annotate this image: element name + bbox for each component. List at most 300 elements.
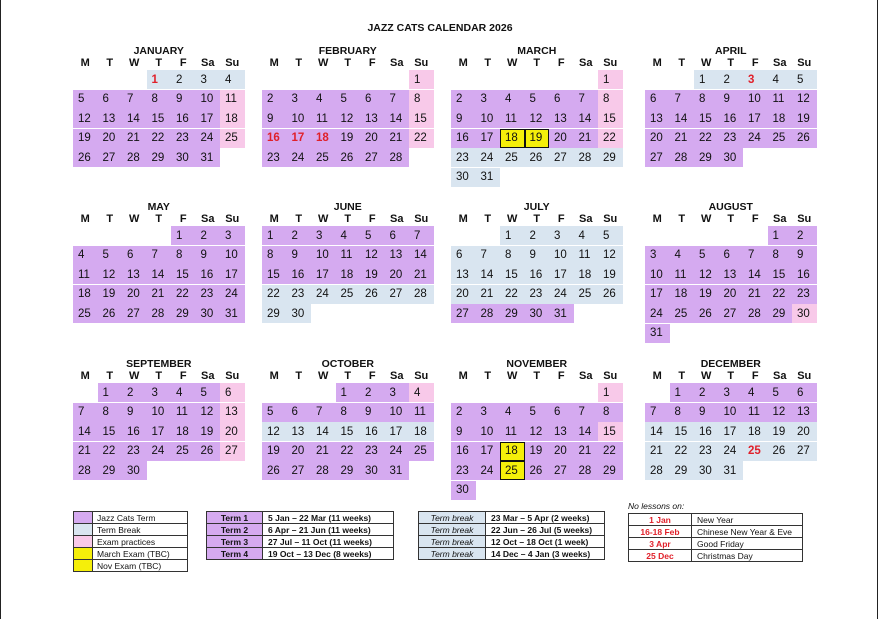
day-cell: 17 (220, 265, 245, 284)
day-cell: 27 (98, 148, 123, 167)
day-cell: 19 (336, 129, 361, 148)
day-cell: 18 (743, 422, 768, 441)
day-cell: 20 (287, 442, 312, 461)
weekday-header: F (179, 370, 187, 382)
break-row (419, 548, 605, 560)
weekday-header: T (295, 370, 303, 382)
weekday-header: W (129, 57, 140, 69)
break-row (419, 536, 605, 548)
day-cell: 8 (262, 246, 287, 265)
term-row (207, 536, 394, 548)
day-cell: 19 (792, 109, 817, 128)
weekday-header: W (318, 370, 329, 382)
day-cell: 26 (768, 442, 793, 461)
weekday-header: T (727, 57, 735, 69)
day-cell: 10 (220, 246, 245, 265)
empty-day (360, 70, 385, 89)
legend-row (74, 524, 188, 536)
day-cell: 29 (147, 148, 172, 167)
empty-day (694, 226, 719, 245)
day-cell: 24 (287, 148, 312, 167)
day-cell: 12 (98, 265, 123, 284)
day-cell: 24 (147, 442, 172, 461)
day-cell: 1 (262, 226, 287, 245)
day-cell: 20 (549, 129, 574, 148)
day-cell: 8 (768, 246, 793, 265)
weekday-header: T (484, 57, 492, 69)
day-cell: 15 (768, 265, 793, 284)
weekday-header: Sa (773, 370, 787, 382)
empty-day (719, 226, 744, 245)
weekday-header: Su (414, 57, 429, 69)
weekday-header: T (295, 57, 303, 69)
day-cell: 19 (525, 442, 550, 461)
day-cell: 24 (549, 285, 574, 304)
empty-day (451, 70, 476, 89)
day-cell: 19 (262, 442, 287, 461)
empty-day (670, 226, 695, 245)
day-cell: 6 (719, 246, 744, 265)
day-cell: 8 (98, 403, 123, 422)
day-cell: 27 (719, 304, 744, 323)
day-cell: 15 (171, 265, 196, 284)
day-cell: 16 (451, 129, 476, 148)
day-cell: 26 (196, 442, 221, 461)
breaks-table (418, 511, 605, 560)
day-cell: 14 (670, 109, 695, 128)
day-cell: 12 (525, 422, 550, 441)
empty-day (476, 383, 501, 402)
weekday-header: F (557, 213, 565, 225)
day-cell: 17 (196, 109, 221, 128)
day-cell: 18 (336, 265, 361, 284)
day-cell: 25 (670, 304, 695, 323)
weekday-header: Sa (773, 57, 787, 69)
day-cell: 12 (262, 422, 287, 441)
day-cell: 4 (220, 70, 245, 89)
day-cell: 22 (768, 285, 793, 304)
day-cell: 3 (743, 70, 768, 89)
day-cell: 15 (500, 265, 525, 284)
day-cell: 4 (743, 383, 768, 402)
day-cell: 7 (670, 90, 695, 109)
term-row (207, 548, 394, 560)
day-cell: 17 (549, 265, 574, 284)
day-cell: 22 (147, 129, 172, 148)
day-cell: 9 (287, 246, 312, 265)
weekday-header: M (269, 213, 279, 225)
day-cell: 11 (670, 265, 695, 284)
day-cell: 24 (311, 285, 336, 304)
day-cell: 11 (220, 90, 245, 109)
day-cell: 16 (287, 265, 312, 284)
day-cell: 17 (147, 422, 172, 441)
day-cell: 14 (73, 422, 98, 441)
day-cell: 3 (385, 383, 410, 402)
weekday-header: M (458, 370, 468, 382)
empty-day (98, 70, 123, 89)
day-cell: 14 (147, 265, 172, 284)
weekday-header: Sa (201, 213, 215, 225)
weekday-header: F (557, 57, 565, 69)
month-june (262, 201, 434, 323)
weekday-header: T (533, 213, 541, 225)
month-name: MARCH (517, 45, 557, 57)
empty-day (500, 70, 525, 89)
day-cell: 21 (743, 285, 768, 304)
day-cell: 1 (500, 226, 525, 245)
day-cell: 15 (670, 422, 695, 441)
holiday-name: New Year (692, 514, 803, 526)
day-cell: 27 (385, 285, 410, 304)
term-dates: 19 Oct – 13 Dec (8 weeks) (263, 548, 394, 560)
day-cell: 30 (122, 461, 147, 480)
day-cell: 21 (385, 129, 410, 148)
weekday-header: F (368, 370, 376, 382)
day-cell: 14 (476, 265, 501, 284)
day-cell: 21 (73, 442, 98, 461)
day-cell: 8 (670, 403, 695, 422)
day-cell: 12 (73, 109, 98, 128)
day-cell: 29 (694, 148, 719, 167)
day-cell: 21 (409, 265, 434, 284)
weekday-header: Su (603, 370, 618, 382)
day-cell: 24 (196, 129, 221, 148)
day-cell: 1 (336, 383, 361, 402)
day-cell: 1 (598, 70, 623, 89)
day-cell: 6 (287, 403, 312, 422)
day-cell: 22 (98, 442, 123, 461)
weekday-header: Su (225, 57, 240, 69)
day-cell: 9 (792, 246, 817, 265)
day-cell: 7 (73, 403, 98, 422)
weekday-header: F (751, 213, 759, 225)
day-cell: 17 (311, 265, 336, 284)
day-cell: 12 (196, 403, 221, 422)
day-cell: 1 (147, 70, 172, 89)
day-cell: 25 (768, 129, 793, 148)
day-cell: 19 (525, 129, 550, 148)
break-row (419, 512, 605, 524)
legend-swatch (74, 548, 93, 560)
day-cell: 29 (598, 148, 623, 167)
day-cell: 14 (385, 109, 410, 128)
day-cell: 8 (171, 246, 196, 265)
day-cell: 30 (360, 461, 385, 480)
day-cell: 6 (220, 383, 245, 402)
empty-day (574, 383, 599, 402)
day-cell: 28 (476, 304, 501, 323)
day-cell: 26 (525, 148, 550, 167)
legend-label: Exam practices (93, 536, 188, 548)
holiday-row (629, 550, 803, 562)
day-cell: 13 (220, 403, 245, 422)
day-cell: 28 (147, 304, 172, 323)
day-cell: 2 (262, 90, 287, 109)
day-cell: 20 (220, 422, 245, 441)
day-cell: 21 (645, 442, 670, 461)
break-label: Term break (419, 512, 486, 524)
empty-day (645, 383, 670, 402)
day-cell: 12 (792, 90, 817, 109)
weekday-header: F (368, 213, 376, 225)
day-cell: 16 (719, 109, 744, 128)
day-cell: 31 (196, 148, 221, 167)
day-cell: 16 (360, 422, 385, 441)
day-cell: 5 (768, 383, 793, 402)
day-cell: 26 (525, 461, 550, 480)
day-cell: 13 (719, 265, 744, 284)
day-cell: 8 (409, 90, 434, 109)
weekday-header: F (557, 370, 565, 382)
weekday-header: F (179, 57, 187, 69)
day-cell: 25 (73, 304, 98, 323)
day-cell: 30 (171, 148, 196, 167)
day-cell: 8 (147, 90, 172, 109)
day-cell: 9 (360, 403, 385, 422)
day-cell: 19 (694, 285, 719, 304)
day-cell: 22 (409, 129, 434, 148)
break-label: Term break (419, 524, 486, 536)
day-cell: 1 (598, 383, 623, 402)
day-cell: 13 (549, 422, 574, 441)
weekday-header: Su (414, 370, 429, 382)
weekday-header: T (678, 370, 686, 382)
month-october (262, 358, 434, 480)
day-cell: 17 (645, 285, 670, 304)
day-cell: 6 (549, 403, 574, 422)
day-cell: 29 (598, 461, 623, 480)
day-cell: 13 (122, 265, 147, 284)
weekday-header: Sa (390, 370, 404, 382)
day-cell: 29 (670, 461, 695, 480)
day-cell: 27 (645, 148, 670, 167)
term-dates: 6 Apr – 21 Jun (11 weeks) (263, 524, 394, 536)
empty-day (122, 226, 147, 245)
legend-swatch (74, 512, 93, 524)
day-cell: 27 (287, 461, 312, 480)
day-cell: 17 (476, 442, 501, 461)
day-cell: 27 (549, 461, 574, 480)
day-cell: 23 (694, 442, 719, 461)
day-cell: 7 (147, 246, 172, 265)
weekday-header: T (155, 370, 163, 382)
day-cell: 15 (409, 109, 434, 128)
weekday-header: T (533, 57, 541, 69)
legend-row (74, 548, 188, 560)
day-cell: 24 (743, 129, 768, 148)
legend-swatch (74, 536, 93, 548)
empty-day (73, 226, 98, 245)
empty-day (311, 383, 336, 402)
day-cell: 1 (98, 383, 123, 402)
day-cell: 7 (743, 246, 768, 265)
day-cell: 5 (525, 90, 550, 109)
day-cell: 7 (574, 90, 599, 109)
weekday-header: Su (797, 370, 812, 382)
day-cell: 5 (73, 90, 98, 109)
day-cell: 29 (500, 304, 525, 323)
day-cell: 11 (574, 246, 599, 265)
day-cell: 27 (360, 148, 385, 167)
day-cell: 3 (196, 70, 221, 89)
day-cell: 30 (451, 481, 476, 500)
day-cell: 2 (287, 226, 312, 245)
day-cell: 20 (360, 129, 385, 148)
day-cell: 17 (385, 422, 410, 441)
weekday-header: M (652, 213, 662, 225)
empty-day (451, 226, 476, 245)
break-label: Term break (419, 536, 486, 548)
day-cell: 22 (670, 442, 695, 461)
day-cell: 31 (220, 304, 245, 323)
holiday-name: Christmas Day (692, 550, 803, 562)
calendar-title: JAZZ CATS CALENDAR 2026 (367, 22, 513, 34)
day-cell: 5 (336, 90, 361, 109)
day-cell: 23 (719, 129, 744, 148)
day-cell: 13 (287, 422, 312, 441)
day-cell: 7 (476, 246, 501, 265)
day-cell: 4 (171, 383, 196, 402)
weekday-header: W (318, 213, 329, 225)
weekday-header: T (295, 213, 303, 225)
month-name: OCTOBER (321, 358, 374, 370)
empty-day (311, 70, 336, 89)
weekday-header: T (727, 370, 735, 382)
day-cell: 5 (360, 226, 385, 245)
day-cell: 23 (122, 442, 147, 461)
day-cell: 3 (719, 383, 744, 402)
break-row (419, 524, 605, 536)
term-label: Term 1 (207, 512, 263, 524)
day-cell: 26 (360, 285, 385, 304)
day-cell: 18 (171, 422, 196, 441)
day-cell: 8 (598, 403, 623, 422)
day-cell: 25 (336, 285, 361, 304)
day-cell: 25 (409, 442, 434, 461)
day-cell: 6 (549, 90, 574, 109)
holiday-date: 16-18 Feb (629, 526, 692, 538)
day-cell: 9 (171, 90, 196, 109)
empty-day (500, 383, 525, 402)
day-cell: 2 (171, 70, 196, 89)
day-cell: 28 (122, 148, 147, 167)
day-cell: 1 (670, 383, 695, 402)
day-cell: 9 (196, 246, 221, 265)
day-cell: 6 (645, 90, 670, 109)
weekday-header: M (269, 370, 279, 382)
weekday-header: T (727, 213, 735, 225)
day-cell: 3 (476, 403, 501, 422)
empty-day (476, 226, 501, 245)
day-cell: 4 (73, 246, 98, 265)
day-cell: 5 (525, 403, 550, 422)
weekday-header: Su (603, 213, 618, 225)
day-cell: 26 (98, 304, 123, 323)
day-cell: 5 (262, 403, 287, 422)
day-cell: 23 (287, 285, 312, 304)
day-cell: 17 (287, 129, 312, 148)
day-cell: 16 (525, 265, 550, 284)
break-dates: 14 Dec – 4 Jan (3 weeks) (486, 548, 605, 560)
legend-swatch (74, 524, 93, 536)
empty-day (743, 226, 768, 245)
day-cell: 22 (336, 442, 361, 461)
month-july (451, 201, 623, 323)
weekday-header: T (344, 213, 352, 225)
holiday-name: Chinese New Year & Eve (692, 526, 803, 538)
term-label: Term 3 (207, 536, 263, 548)
month-name: JANUARY (133, 45, 184, 57)
day-cell: 31 (719, 461, 744, 480)
day-cell: 30 (792, 304, 817, 323)
month-december (645, 358, 817, 480)
day-cell: 22 (171, 285, 196, 304)
day-cell: 20 (451, 285, 476, 304)
holiday-row (629, 526, 803, 538)
day-cell: 19 (360, 265, 385, 284)
weekday-header: T (678, 213, 686, 225)
empty-day (262, 383, 287, 402)
day-cell: 14 (645, 422, 670, 441)
day-cell: 21 (311, 442, 336, 461)
day-cell: 20 (549, 442, 574, 461)
month-august (645, 201, 817, 343)
day-cell: 3 (645, 246, 670, 265)
day-cell: 18 (500, 129, 525, 148)
day-cell: 3 (476, 90, 501, 109)
day-cell: 2 (719, 70, 744, 89)
weekday-header: T (533, 370, 541, 382)
day-cell: 19 (598, 265, 623, 284)
weekday-header: Sa (201, 57, 215, 69)
day-cell: 25 (574, 285, 599, 304)
day-cell: 5 (694, 246, 719, 265)
day-cell: 18 (220, 109, 245, 128)
month-name: AUGUST (708, 201, 753, 213)
day-cell: 18 (574, 265, 599, 284)
day-cell: 4 (409, 383, 434, 402)
break-dates: 23 Mar – 5 Apr (2 weeks) (486, 512, 605, 524)
weekday-header: T (484, 213, 492, 225)
weekday-header: M (80, 57, 90, 69)
day-cell: 14 (122, 109, 147, 128)
day-cell: 4 (500, 90, 525, 109)
day-cell: 26 (73, 148, 98, 167)
day-cell: 21 (574, 129, 599, 148)
day-cell: 3 (311, 226, 336, 245)
day-cell: 6 (98, 90, 123, 109)
day-cell: 3 (549, 226, 574, 245)
weekday-header: W (507, 370, 518, 382)
day-cell: 18 (311, 129, 336, 148)
month-name: APRIL (715, 45, 747, 57)
day-cell: 15 (262, 265, 287, 284)
terms-table (206, 511, 394, 560)
month-name: DECEMBER (700, 358, 761, 370)
day-cell: 21 (670, 129, 695, 148)
day-cell: 10 (719, 403, 744, 422)
day-cell: 1 (409, 70, 434, 89)
empty-day (73, 70, 98, 89)
month-february (262, 45, 434, 167)
weekday-header: T (155, 57, 163, 69)
day-cell: 11 (409, 403, 434, 422)
day-cell: 11 (73, 265, 98, 284)
day-cell: 7 (574, 403, 599, 422)
day-cell: 24 (220, 285, 245, 304)
empty-day (645, 226, 670, 245)
